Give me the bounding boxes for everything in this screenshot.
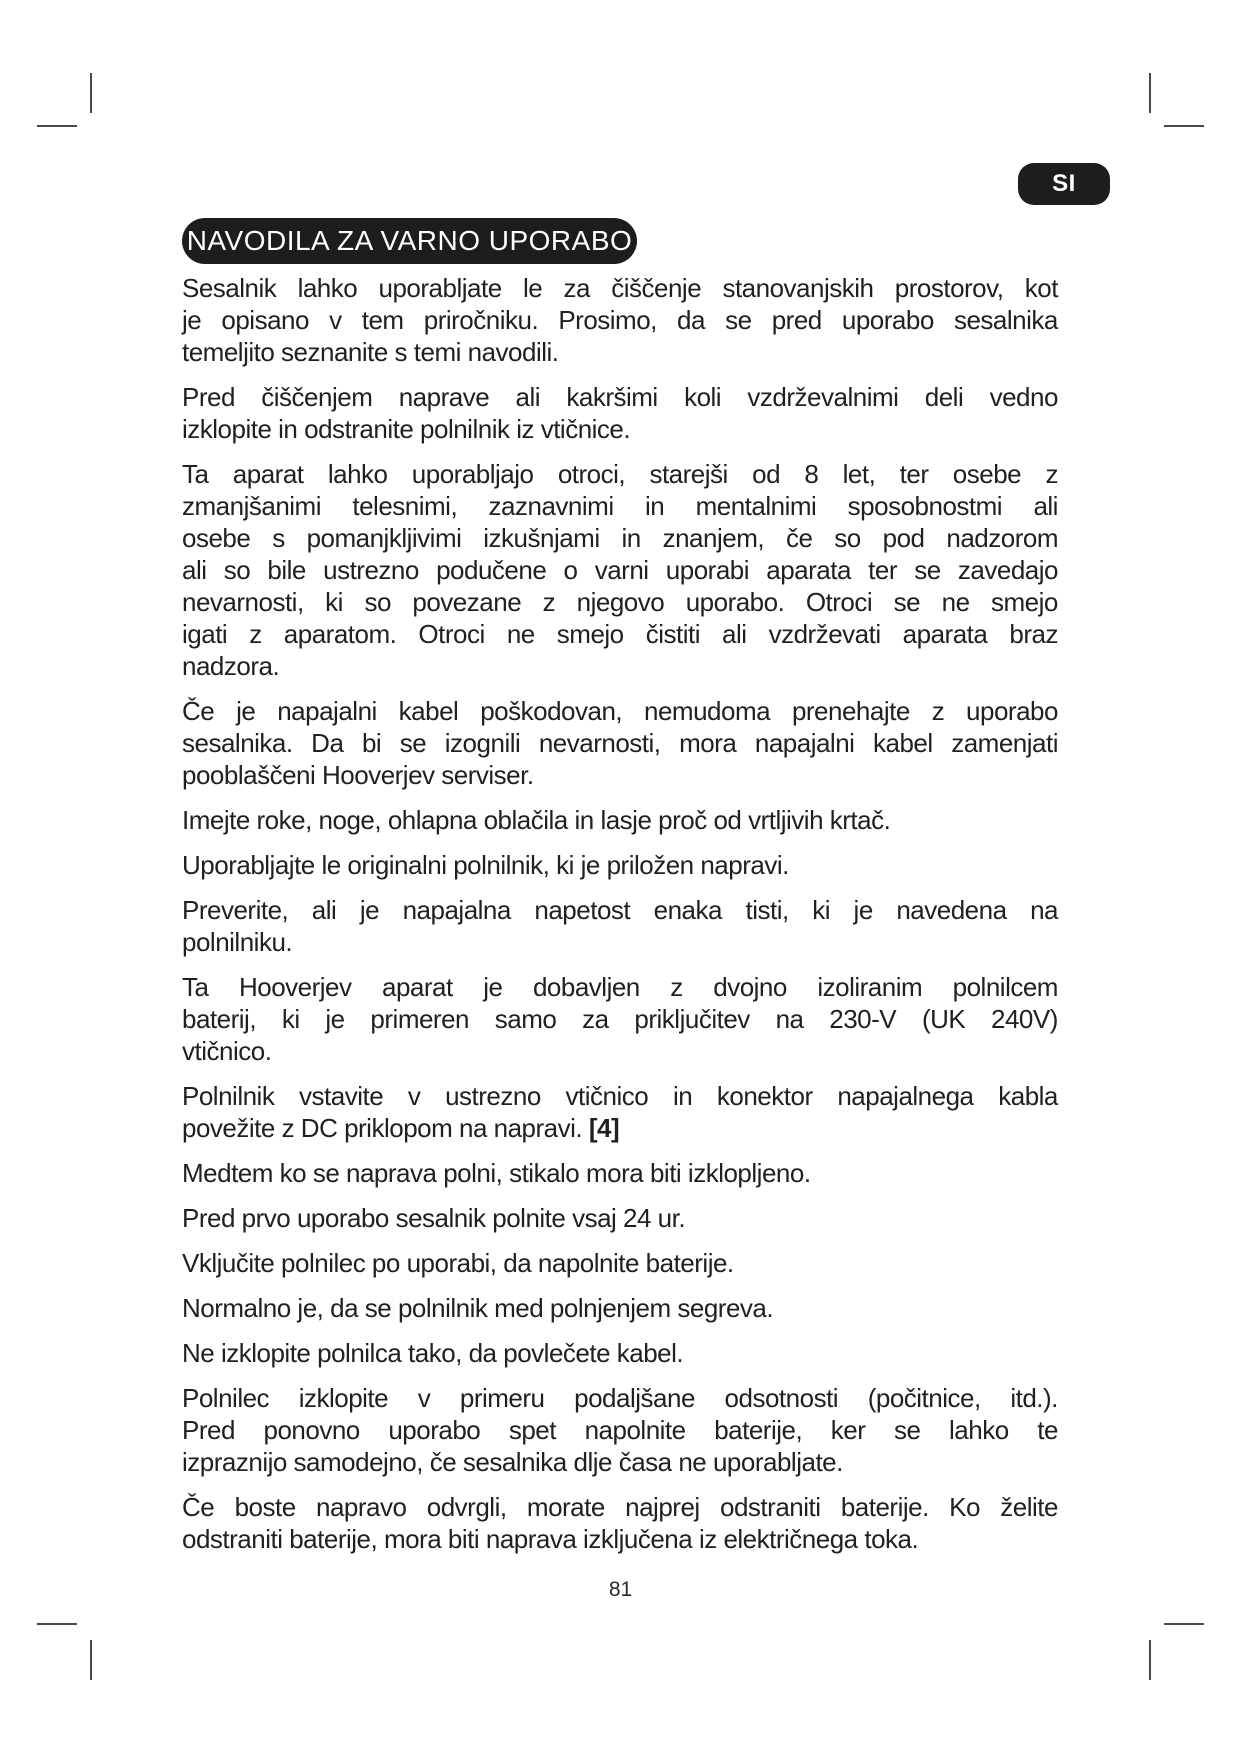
text-line: nevarnosti, ki so povezane z njegovo uporabo. Otroci se ne smejo (182, 587, 1058, 617)
section-title-label: NAVODILA ZA VARNO UPORABO (186, 225, 633, 256)
paragraph (182, 1382, 1058, 1478)
text-line: sesalnika. Da bi se izognili nevarnosti, mora napajalni kabel zamenjati (182, 728, 1058, 758)
paragraph (182, 804, 1058, 836)
paragraph (182, 272, 1058, 368)
crop-mark-bottom-right-vertical (1149, 1640, 1151, 1680)
text-line: Medtem ko se naprava polni, stikalo mora biti izklopljeno. (182, 1158, 811, 1188)
text-line: Ta Hooverjev aparat je dobavljen z dvojno izoliranim polnilcem (182, 972, 1058, 1002)
text-line: Pred ponovno uporabo spet napolnite baterije, ker se lahko te (182, 1415, 1058, 1445)
text-line: Če boste napravo odvrgli, morate najprej odstraniti baterije. Ko želite (182, 1492, 1058, 1522)
paragraph (182, 1080, 1058, 1144)
text-line: pooblaščeni Hooverjev serviser. (182, 760, 534, 790)
crop-mark-bottom-left-vertical (90, 1640, 92, 1680)
text-line: Polnilnik vstavite v ustrezno vtičnico in konektor napajalnega kabla (182, 1081, 1058, 1111)
paragraph (182, 971, 1058, 1067)
section-title-badge (182, 218, 637, 264)
paragraph (182, 1337, 1058, 1369)
crop-mark-bottom-right-horizontal (1164, 1623, 1204, 1625)
text-line: odstraniti baterije, mora biti naprava izključena iz električnega toka. (182, 1524, 919, 1554)
paragraph (182, 695, 1058, 791)
language-badge-label: SI (1052, 170, 1076, 197)
text-line: povežite z DC priklopom na napravi. [4] (182, 1113, 620, 1143)
text-line: Preverite, ali je napajalna napetost enaka tisti, ki je navedena na (182, 895, 1058, 925)
text-line: nadzora. (182, 651, 280, 681)
paragraph (182, 1202, 1058, 1234)
crop-mark-top-left-vertical (90, 73, 92, 113)
crop-mark-top-right-horizontal (1164, 125, 1204, 127)
text-line: temeljito seznanite s temi navodili. (182, 337, 559, 367)
text-line: Sesalnik lahko uporabljate le za čiščenje stanovanjskih prostorov, kot (182, 273, 1058, 303)
text-line: osebe s pomanjkljivimi izkušnjami in znanjem, če so pod nadzorom (182, 523, 1058, 553)
text-line: Vključite polnilec po uporabi, da napolnite baterije. (182, 1248, 734, 1278)
language-badge (1018, 163, 1110, 205)
text-line: polnilniku. (182, 927, 293, 957)
text-line: Ne izklopite polnilca tako, da povlečete kabel. (182, 1338, 684, 1368)
paragraph (182, 1491, 1058, 1555)
paragraph (182, 1247, 1058, 1279)
paragraph (182, 381, 1058, 445)
text-line: Pred čiščenjem naprave ali kakršimi koli vzdrževalnimi deli vedno (182, 382, 1058, 412)
text-line: igati z aparatom. Otroci ne smejo čistiti ali vzdrževati aparata braz (182, 619, 1058, 649)
text-line: Če je napajalni kabel poškodovan, nemudoma prenehajte z uporabo (182, 696, 1058, 726)
paragraph (182, 1292, 1058, 1324)
page-number: 81 (608, 1578, 633, 1601)
text-line: zmanjšanimi telesnimi, zaznavnimi in mentalnimi sposobnostmi ali (182, 491, 1058, 521)
text-line: Pred prvo uporabo sesalnik polnite vsaj 24 ur. (182, 1203, 686, 1233)
text-line: baterij, ki je primeren samo za priključitev na 230-V (UK 240V) (182, 1004, 1058, 1034)
text-line: Polnilec izklopite v primeru podaljšane odsotnosti (počitnice, itd.). (182, 1383, 1058, 1413)
text-line: Normalno je, da se polnilnik med polnjenjem segreva. (182, 1293, 774, 1323)
crop-mark-top-left-horizontal (37, 125, 77, 127)
paragraph (182, 894, 1058, 958)
text-line: je opisano v tem priročniku. Prosimo, da se pred uporabo sesalnika (182, 305, 1058, 335)
text-line: izpraznijo samodejno, če sesalnika dlje časa ne uporabljate. (182, 1447, 843, 1477)
text-line: Ta aparat lahko uporabljajo otroci, starejši od 8 let, ter osebe z (182, 459, 1058, 489)
text-line: vtičnico. (182, 1036, 272, 1066)
paragraph (182, 458, 1058, 682)
crop-mark-top-right-vertical (1149, 73, 1151, 113)
crop-mark-bottom-left-horizontal (37, 1623, 77, 1625)
paragraph (182, 1157, 1058, 1189)
text-line: izklopite in odstranite polnilnik iz vtičnice. (182, 414, 631, 444)
body-text (182, 272, 1058, 1555)
text-line: Imejte roke, noge, ohlapna oblačila in lasje proč od vrtljivih krtač. (182, 805, 891, 835)
text-line: Uporabljajte le originalni polnilnik, ki je priložen napravi. (182, 850, 789, 880)
text-line: ali so bile ustrezno podučene o varni uporabi aparata ter se zavedajo (182, 555, 1058, 585)
paragraph (182, 849, 1058, 881)
